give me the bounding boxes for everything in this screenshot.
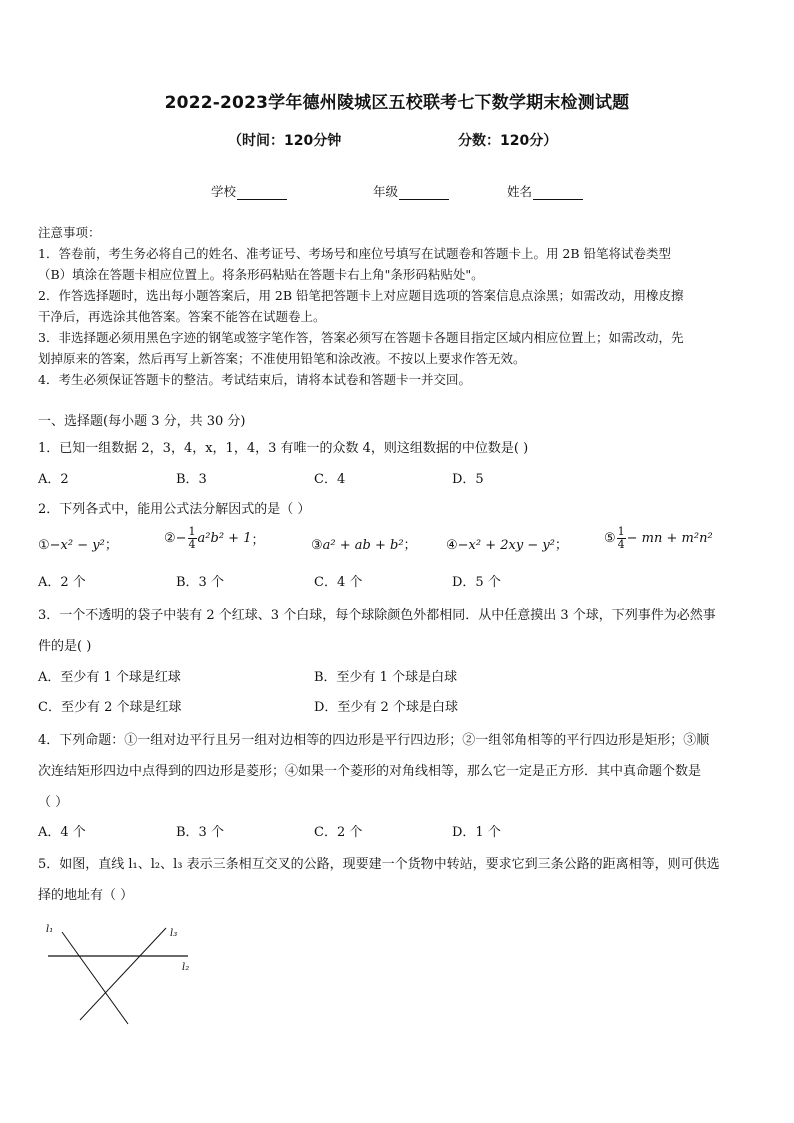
q2-option-b: B．3 个 xyxy=(176,575,224,590)
q2-option-d: D．5 个 xyxy=(452,575,501,590)
label-l2: l₂ xyxy=(182,962,190,973)
q4-option-c: C．2 个 xyxy=(314,825,363,840)
q2-item-4: ④−x² + 2xy − y²； xyxy=(446,538,568,553)
question-1-stem: 1．已知一组数据 2，3，4，x，1，4，3 有唯一的众数 4，则这组数据的中位数是( ) xyxy=(38,441,529,456)
question-5-stem-cont: 择的地址有（ ） xyxy=(38,888,134,903)
notes-line: 2．作答选择题时，选出每小题答案后，用 2B 铅笔把答题卡上对应题目选项的答案信息点涂黑；如需改动，用橡皮擦 xyxy=(38,288,684,303)
q2-item-3: ③a² + ab + b²； xyxy=(311,538,417,553)
label-l3: l₃ xyxy=(170,928,178,939)
q2-item-1: ①−x² − y²； xyxy=(38,538,118,553)
grade-label: 年级 xyxy=(373,184,399,199)
q1-option-a: A．2 xyxy=(38,472,69,487)
q2-item-5: ⑤ $\frac{1}{4}$ − mn + m²n² xyxy=(604,525,713,551)
q2-option-c: C．4 个 xyxy=(314,575,363,590)
label-l1: l₁ xyxy=(46,924,54,935)
q4-option-b: B．3 个 xyxy=(176,825,224,840)
notes-heading: 注意事项： xyxy=(38,225,101,240)
line-l3 xyxy=(80,928,166,1020)
page-title: 2022-2023学年德州陵城区五校联考七下数学期末检测试题 xyxy=(164,93,630,113)
q3-option-b: B．至少有 1 个球是白球 xyxy=(314,670,458,685)
question-3-stem-cont: 件的是( ) xyxy=(38,639,92,654)
question-4-stem-end: （ ） xyxy=(38,795,69,810)
section-heading: 一、选择题(每小题 3 分，共 30 分) xyxy=(38,414,246,429)
notes-line: （B）填涂在答题卡相应位置上。将条形码粘贴在答题卡右上角"条形码粘贴处"。 xyxy=(38,267,484,282)
notes-line: 划掉原来的答案，然后再写上新答案；不准使用铅笔和涂改液。不按以上要求作答无效。 xyxy=(38,351,526,366)
notes-line: 4．考生必须保证答题卡的整洁。考试结束后，请将本试卷和答题卡一并交回。 xyxy=(38,372,471,387)
question-2-stem: 2．下列各式中，能用公式法分解因式的是（ ） xyxy=(38,502,311,517)
q1-option-d: D．5 xyxy=(452,472,484,487)
q3-option-c: C．至少有 2 个球是红球 xyxy=(38,700,182,715)
question-3-stem: 3．一个不透明的袋子中装有 2 个红球、3 个白球，每个球除颜色外都相同．从中任意摸出 3 个球，下列事件为必然事 xyxy=(38,608,716,623)
school-field xyxy=(211,182,287,200)
school-blank xyxy=(237,187,287,200)
notes-line: 3．非选择题必须用黑色字迹的钢笔或签字笔作答，答案必须写在答题卡各题目指定区域内相应位置上；如需改动，先 xyxy=(38,330,684,345)
name-field xyxy=(507,182,583,200)
notes-line: 1．答卷前，考生务必将自己的姓名、准考证号、考场号和座位号填写在试题卷和答题卡上。用 2B 铅笔将试卷类型 xyxy=(38,246,672,261)
fraction: $\frac{1}{4}$ xyxy=(188,525,196,551)
q1-option-c: C．4 xyxy=(314,472,346,487)
school-label: 学校 xyxy=(211,184,237,199)
grade-blank xyxy=(399,187,449,200)
q2-option-a: A．2 个 xyxy=(38,575,86,590)
fraction: $\frac{1}{4}$ xyxy=(617,525,625,551)
q4-option-d: D．1 个 xyxy=(452,825,501,840)
grade-field xyxy=(373,182,449,200)
question-5-stem: 5．如图，直线 l₁、l₂、l₃ 表示三条相互交叉的公路，现要建一个货物中转站，要求它到三条公路的距离相等，则可供选 xyxy=(38,857,720,872)
question-4-stem-cont: 次连结矩形四边中点得到的四边形是菱形；④如果一个菱形的对角线相等，那么它一定是正方形．其中真命题个数是 xyxy=(38,764,702,779)
name-blank xyxy=(533,187,583,200)
q3-option-d: D．至少有 2 个球是白球 xyxy=(314,700,458,715)
score-label: 分数：120分） xyxy=(458,133,558,149)
q1-option-b: B．3 xyxy=(176,472,207,487)
time-label: （时间：120分钟 xyxy=(228,133,342,149)
q4-option-a: A．4 个 xyxy=(38,825,86,840)
q2-item-2: ②− $\frac{1}{4}$ a²b² + 1； xyxy=(164,525,265,551)
question-4-stem: 4．下列命题：①一组对边平行且另一组对边相等的四边形是平行四边形；②一组邻角相等的平行四边形是矩形；③顺 xyxy=(38,733,710,748)
three-lines-figure xyxy=(40,918,200,1030)
line-l1 xyxy=(62,932,128,1024)
q3-option-a: A．至少有 1 个球是红球 xyxy=(38,670,181,685)
name-label: 姓名 xyxy=(507,184,533,199)
notes-line: 干净后，再选涂其他答案。答案不能答在试题卷上。 xyxy=(38,309,326,324)
